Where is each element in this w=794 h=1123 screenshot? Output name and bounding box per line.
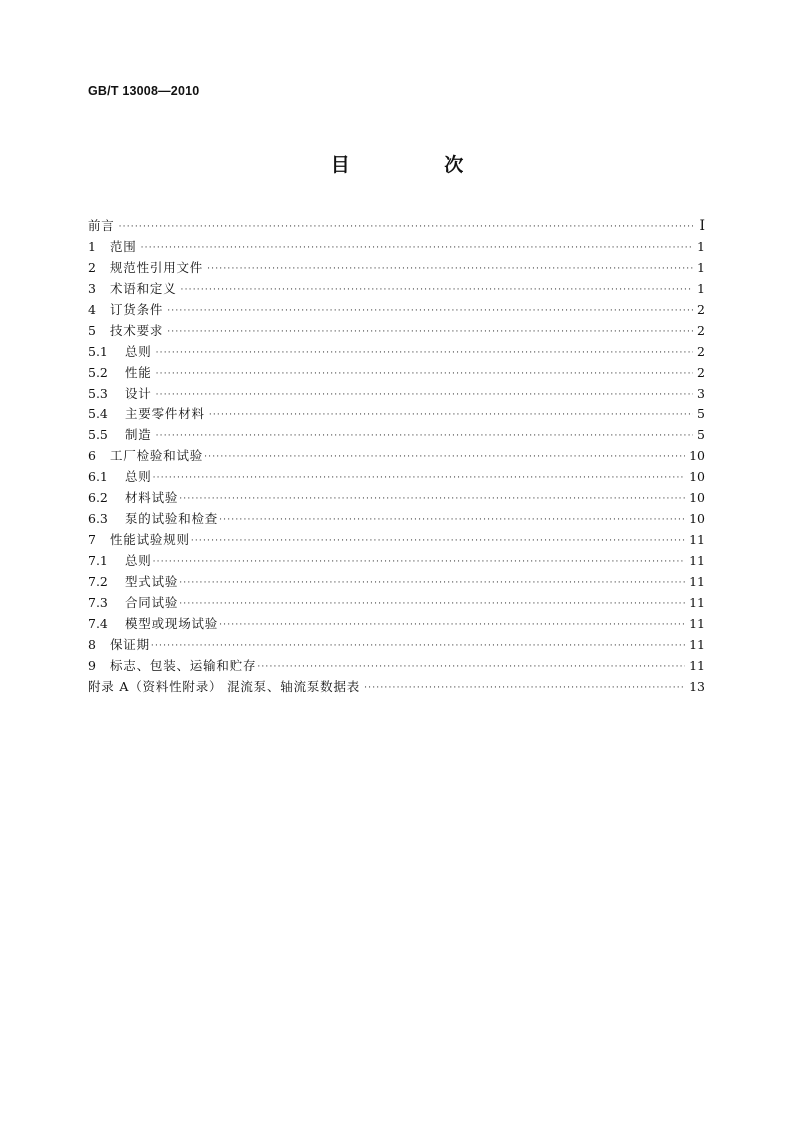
toc-entry-1[interactable] xyxy=(88,237,705,258)
toc-entry-label: 性能 xyxy=(125,364,152,380)
toc-entry-number: 5.3 xyxy=(88,385,108,401)
toc-entry-page: 11 xyxy=(689,573,705,589)
toc-entry-7-4[interactable] xyxy=(88,614,705,635)
toc-entry-6[interactable] xyxy=(88,446,705,467)
toc-entry-number: 5 xyxy=(88,322,96,338)
toc-entry-number: 6.3 xyxy=(88,511,108,527)
toc-entry-number: 7.4 xyxy=(88,615,108,631)
toc-entry-page: 5 xyxy=(697,406,705,422)
toc-entry-page: 11 xyxy=(689,594,705,610)
toc-entry-2[interactable] xyxy=(88,258,705,279)
toc-entry-8[interactable] xyxy=(88,635,705,656)
toc-entry-number: 9 xyxy=(88,657,96,673)
toc-entry-3[interactable] xyxy=(88,279,705,300)
toc-entry-9[interactable] xyxy=(88,656,705,677)
toc-entry-label: 型式试验 xyxy=(125,573,179,589)
toc-entry-label: 保证期 xyxy=(110,636,150,652)
toc-entry-page: 13 xyxy=(689,678,705,694)
toc-leader-dots xyxy=(219,615,685,636)
page-title: 目 次 xyxy=(330,154,508,176)
toc-entry-label: 订货条件 xyxy=(110,301,164,317)
toc-entry-number: 7 xyxy=(88,532,96,548)
toc-entry-5[interactable] xyxy=(88,321,705,342)
toc-entry-label: 工厂检验和试验 xyxy=(110,448,204,464)
toc-entry-label: 规范性引用文件 xyxy=(110,259,204,275)
toc-entry-6-3[interactable] xyxy=(88,509,705,530)
toc-leader-dots xyxy=(179,573,685,594)
toc-leader-dots xyxy=(191,531,685,552)
toc-entry-number: 1 xyxy=(88,238,96,254)
toc-entry-label: 总则 xyxy=(125,553,152,568)
toc-entry-page: 2 xyxy=(697,301,705,317)
toc-entry-number: 4 xyxy=(88,301,96,317)
toc-entry-label: 性能试验规则 xyxy=(110,532,190,548)
toc-leader-dots xyxy=(141,238,693,259)
toc-entry-label: 制造 xyxy=(125,427,152,443)
toc-leader-dots xyxy=(209,405,693,426)
toc-entry-4[interactable] xyxy=(88,300,705,321)
toc-entry-page: 11 xyxy=(689,553,705,568)
toc-entry-number: 6 xyxy=(88,448,96,464)
standard-code: GB/T 13008—2010 xyxy=(88,84,200,98)
toc-entry-page: 10 xyxy=(689,469,705,485)
toc-entry-number: 5.1 xyxy=(88,343,108,359)
toc-entry-5-4[interactable] xyxy=(88,404,705,425)
toc-leader-dots xyxy=(364,678,685,699)
toc-entry-5-5[interactable] xyxy=(88,425,705,446)
toc-leader-dots xyxy=(119,217,693,238)
toc-entry-page: 2 xyxy=(697,343,705,359)
toc-entry-label: 附录 A（资料性附录） 混流泵、轴流泵数据表 xyxy=(88,678,361,694)
toc-leader-dots xyxy=(153,552,685,573)
toc-entry-page: 11 xyxy=(689,657,705,673)
toc-entry-label: 前言 xyxy=(88,218,115,233)
toc-leader-dots xyxy=(204,447,685,468)
toc-entry-number: 2 xyxy=(88,259,96,275)
toc-entry-page: 2 xyxy=(697,322,705,338)
toc-leader-dots xyxy=(151,636,685,657)
toc-entry-label: 标志、包装、运输和贮存 xyxy=(110,657,257,673)
toc-entry-7[interactable] xyxy=(88,530,705,551)
toc-entry-page: 10 xyxy=(689,448,705,464)
toc-entry-number: 5.5 xyxy=(88,427,108,443)
toc-entry-number: 6.2 xyxy=(88,490,108,506)
toc-entry-label: 总则 xyxy=(125,469,152,485)
table-of-contents xyxy=(88,216,705,698)
toc-leader-dots xyxy=(219,510,685,531)
toc-leader-dots xyxy=(156,364,693,385)
toc-entry-page: 10 xyxy=(689,490,705,506)
toc-leader-dots xyxy=(167,322,693,343)
toc-entry-number: 5.4 xyxy=(88,406,108,422)
toc-entry-page: I xyxy=(699,218,705,234)
toc-entry-number: 7.2 xyxy=(88,573,108,589)
toc-entry-page: 1 xyxy=(697,238,705,254)
toc-entry-label: 合同试验 xyxy=(125,594,179,610)
toc-entry-6-1[interactable] xyxy=(88,467,705,488)
toc-entry-7-2[interactable] xyxy=(88,572,705,593)
toc-entry-page: 2 xyxy=(697,364,705,380)
toc-entry-page: 10 xyxy=(689,511,705,527)
toc-entry-label: 设计 xyxy=(125,385,152,401)
toc-entry-number: 6.1 xyxy=(88,469,108,485)
toc-entry-label: 泵的试验和检查 xyxy=(125,511,219,527)
toc-entry-number: 7.1 xyxy=(88,553,108,568)
toc-entry-label: 技术要求 xyxy=(110,322,164,338)
toc-entry-page: 11 xyxy=(689,636,705,652)
toc-entry-label: 总则 xyxy=(125,343,152,359)
toc-entry-number: 5.2 xyxy=(88,364,108,380)
toc-entry-page: 3 xyxy=(697,385,705,401)
toc-entry-label: 材料试验 xyxy=(125,490,179,506)
toc-entry-page: 1 xyxy=(697,280,705,296)
toc-leader-dots xyxy=(156,426,693,447)
toc-entry-5-2[interactable] xyxy=(88,363,705,384)
toc-entry-annex-a[interactable] xyxy=(88,677,705,698)
toc-entry-7-3[interactable] xyxy=(88,593,705,614)
toc-entry-number: 3 xyxy=(88,280,96,296)
toc-leader-dots xyxy=(167,301,693,322)
toc-leader-dots xyxy=(156,385,693,406)
toc-entry-label: 模型或现场试验 xyxy=(125,615,219,631)
toc-leader-dots xyxy=(179,489,685,510)
toc-entry-page: 1 xyxy=(697,259,705,275)
toc-entry-page: 11 xyxy=(689,532,705,548)
toc-entry-number: 8 xyxy=(88,636,96,652)
toc-leader-dots xyxy=(181,280,693,301)
toc-entry-6-2[interactable] xyxy=(88,488,705,509)
toc-entry-label: 主要零件材料 xyxy=(125,406,205,422)
toc-entry-number: 7.3 xyxy=(88,594,108,610)
toc-leader-dots xyxy=(156,343,693,364)
toc-entry-5-1[interactable] xyxy=(88,342,705,363)
toc-leader-dots xyxy=(207,259,693,280)
toc-entry-foreword[interactable] xyxy=(88,216,705,237)
toc-leader-dots xyxy=(179,594,685,615)
toc-leader-dots xyxy=(257,657,685,678)
toc-entry-label: 范围 xyxy=(110,238,137,254)
toc-entry-page: 5 xyxy=(697,427,705,443)
toc-entry-page: 11 xyxy=(689,615,705,631)
toc-entry-5-3[interactable] xyxy=(88,384,705,405)
toc-leader-dots xyxy=(153,468,685,489)
toc-entry-label: 术语和定义 xyxy=(110,280,177,296)
toc-entry-7-1[interactable] xyxy=(88,551,705,572)
